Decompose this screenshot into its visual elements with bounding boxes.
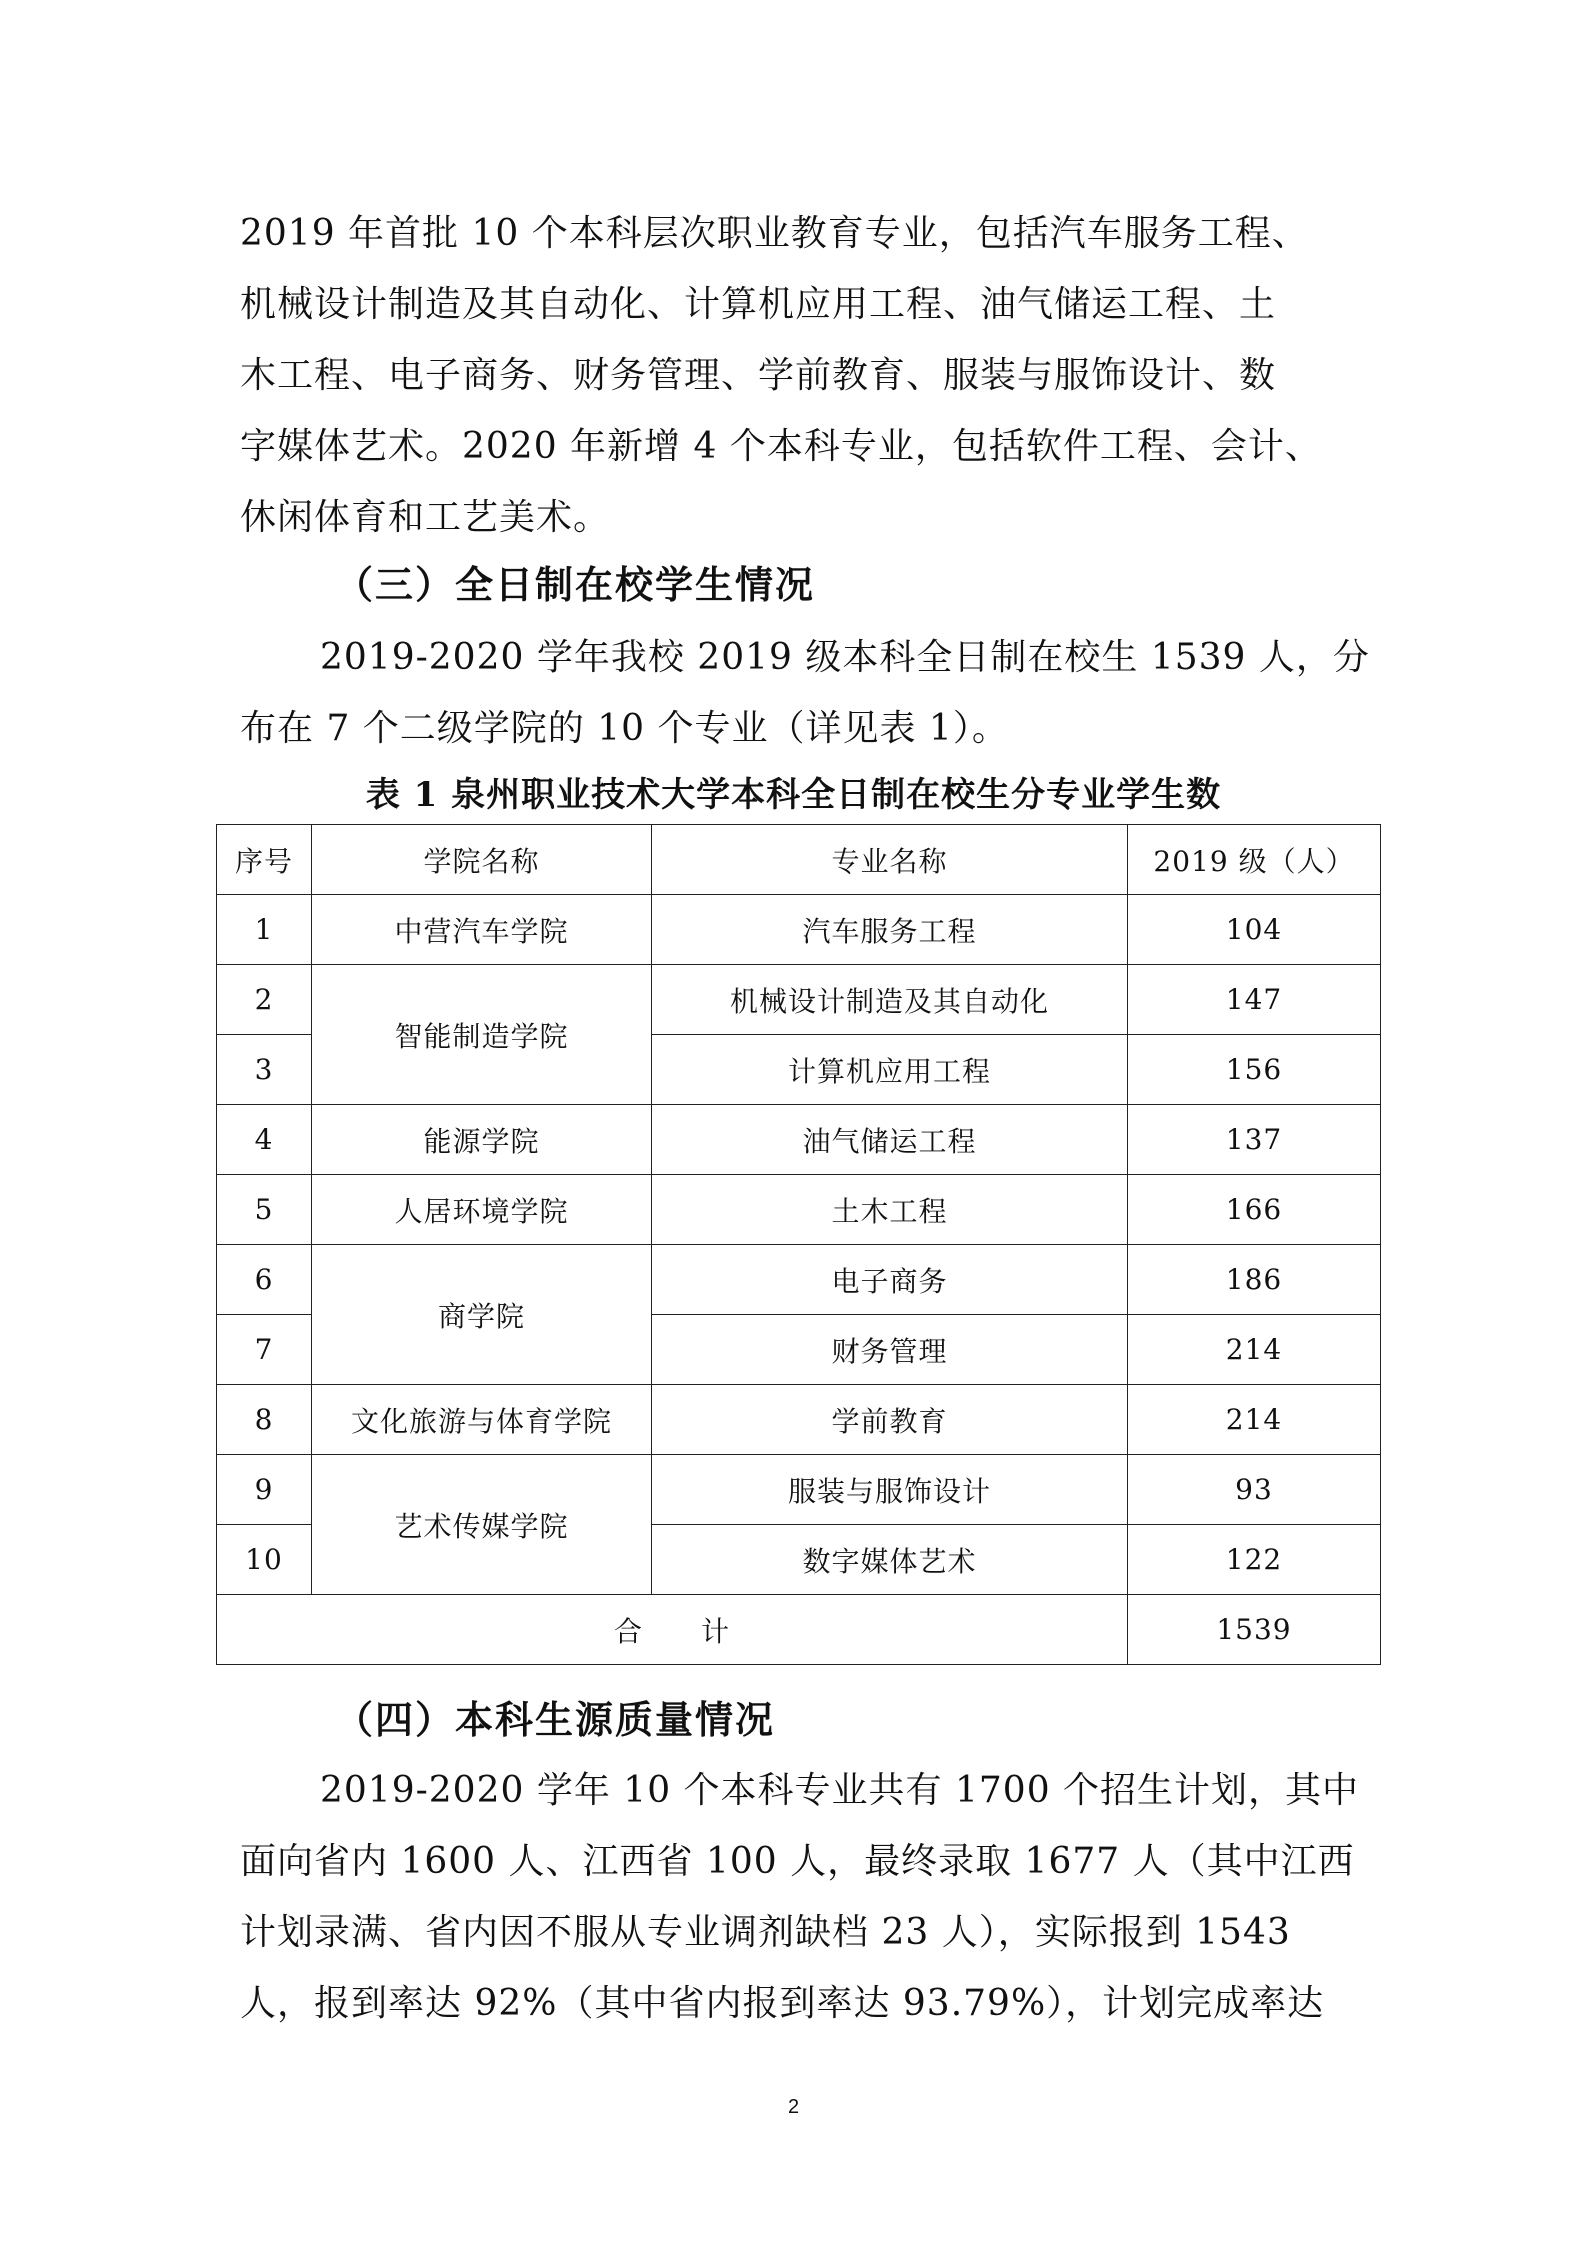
cell-serial-no: 2 (217, 965, 312, 1035)
cell-serial-no: 1 (217, 895, 312, 965)
cell-major-name: 土木工程 (652, 1175, 1128, 1245)
table-header-row (217, 825, 1381, 895)
cell-total-label: 合 计 (217, 1595, 1128, 1665)
text-line: 人，报到率达 92%（其中省内报到率达 93.79%），计划完成率达 (240, 1983, 1325, 2024)
cell-college-name: 智能制造学院 (312, 965, 652, 1105)
cell-major-name: 计算机应用工程 (652, 1035, 1128, 1105)
cell-student-count: 214 (1128, 1315, 1381, 1385)
cell-student-count: 186 (1128, 1245, 1381, 1315)
table-total-row (217, 1595, 1381, 1665)
intro-paragraph (240, 198, 1360, 553)
text-line: 计划录满、省内因不服从专业调剂缺档 23 人），实际报到 1543 (240, 1912, 1291, 1953)
text-line: 2019-2020 学年我校 2019 级本科全日制在校生 1539 人，分 (320, 637, 1370, 678)
table-caption: 表 1 泉州职业技术大学本科全日制在校生分专业学生数 (365, 775, 1222, 815)
cell-student-count: 137 (1128, 1105, 1381, 1175)
table-row (217, 965, 1381, 1035)
cell-serial-no: 6 (217, 1245, 312, 1315)
enrolled-students-paragraph (240, 622, 1370, 764)
cell-major-name: 机械设计制造及其自动化 (652, 965, 1128, 1035)
text-line: 木工程、电子商务、财务管理、学前教育、服装与服饰设计、数 (240, 355, 1277, 396)
table-row (217, 1385, 1381, 1455)
cell-serial-no: 4 (217, 1105, 312, 1175)
cell-major-name: 油气储运工程 (652, 1105, 1128, 1175)
text-line: 2019 年首批 10 个本科层次职业教育专业，包括汽车服务工程、 (240, 213, 1309, 254)
cell-college-name: 人居环境学院 (312, 1175, 652, 1245)
text-line: 布在 7 个二级学院的 10 个专业（详见表 1）。 (240, 708, 1009, 749)
cell-major-name: 汽车服务工程 (652, 895, 1128, 965)
table-row (217, 1105, 1381, 1175)
cell-serial-no: 10 (217, 1525, 312, 1595)
cell-total-value: 1539 (1128, 1595, 1381, 1665)
cell-college-name: 文化旅游与体育学院 (312, 1385, 652, 1455)
table-row (217, 895, 1381, 965)
header-major-name: 专业名称 (652, 825, 1128, 895)
section-heading-source-quality: （四）本科生源质量情况 (335, 1697, 776, 1742)
cell-student-count: 93 (1128, 1455, 1381, 1525)
cell-major-name: 学前教育 (652, 1385, 1128, 1455)
cell-student-count: 147 (1128, 965, 1381, 1035)
cell-serial-no: 9 (217, 1455, 312, 1525)
cell-serial-no: 7 (217, 1315, 312, 1385)
text-line: 机械设计制造及其自动化、计算机应用工程、油气储运工程、土 (240, 284, 1277, 325)
cell-serial-no: 8 (217, 1385, 312, 1455)
cell-major-name: 财务管理 (652, 1315, 1128, 1385)
table-row (217, 1245, 1381, 1315)
text-line: 休闲体育和工艺美术。 (240, 497, 611, 538)
table-row (217, 1455, 1381, 1525)
text-line: 2019-2020 学年 10 个本科专业共有 1700 个招生计划，其中 (320, 1770, 1360, 1811)
cell-college-name: 艺术传媒学院 (312, 1455, 652, 1595)
students-by-major-table (216, 824, 1381, 1665)
cell-major-name: 数字媒体艺术 (652, 1525, 1128, 1595)
header-grade-2019-count: 2019 级（人） (1128, 825, 1381, 895)
cell-student-count: 166 (1128, 1175, 1381, 1245)
source-quality-paragraph (240, 1755, 1360, 2039)
cell-student-count: 122 (1128, 1525, 1381, 1595)
header-serial-no: 序号 (217, 825, 312, 895)
cell-major-name: 服装与服饰设计 (652, 1455, 1128, 1525)
section-heading-enrolled-students: （三）全日制在校学生情况 (335, 562, 816, 607)
page-number: 2 (787, 2096, 800, 2118)
table-row (217, 1175, 1381, 1245)
cell-student-count: 156 (1128, 1035, 1381, 1105)
cell-college-name: 能源学院 (312, 1105, 652, 1175)
cell-student-count: 104 (1128, 895, 1381, 965)
cell-student-count: 214 (1128, 1385, 1381, 1455)
cell-major-name: 电子商务 (652, 1245, 1128, 1315)
cell-college-name: 中营汽车学院 (312, 895, 652, 965)
cell-serial-no: 3 (217, 1035, 312, 1105)
text-line: 面向省内 1600 人、江西省 100 人，最终录取 1677 人（其中江西 (240, 1841, 1355, 1882)
cell-serial-no: 5 (217, 1175, 312, 1245)
header-college-name: 学院名称 (312, 825, 652, 895)
text-line: 字媒体艺术。2020 年新增 4 个本科专业，包括软件工程、会计、 (240, 426, 1322, 467)
cell-college-name: 商学院 (312, 1245, 652, 1385)
